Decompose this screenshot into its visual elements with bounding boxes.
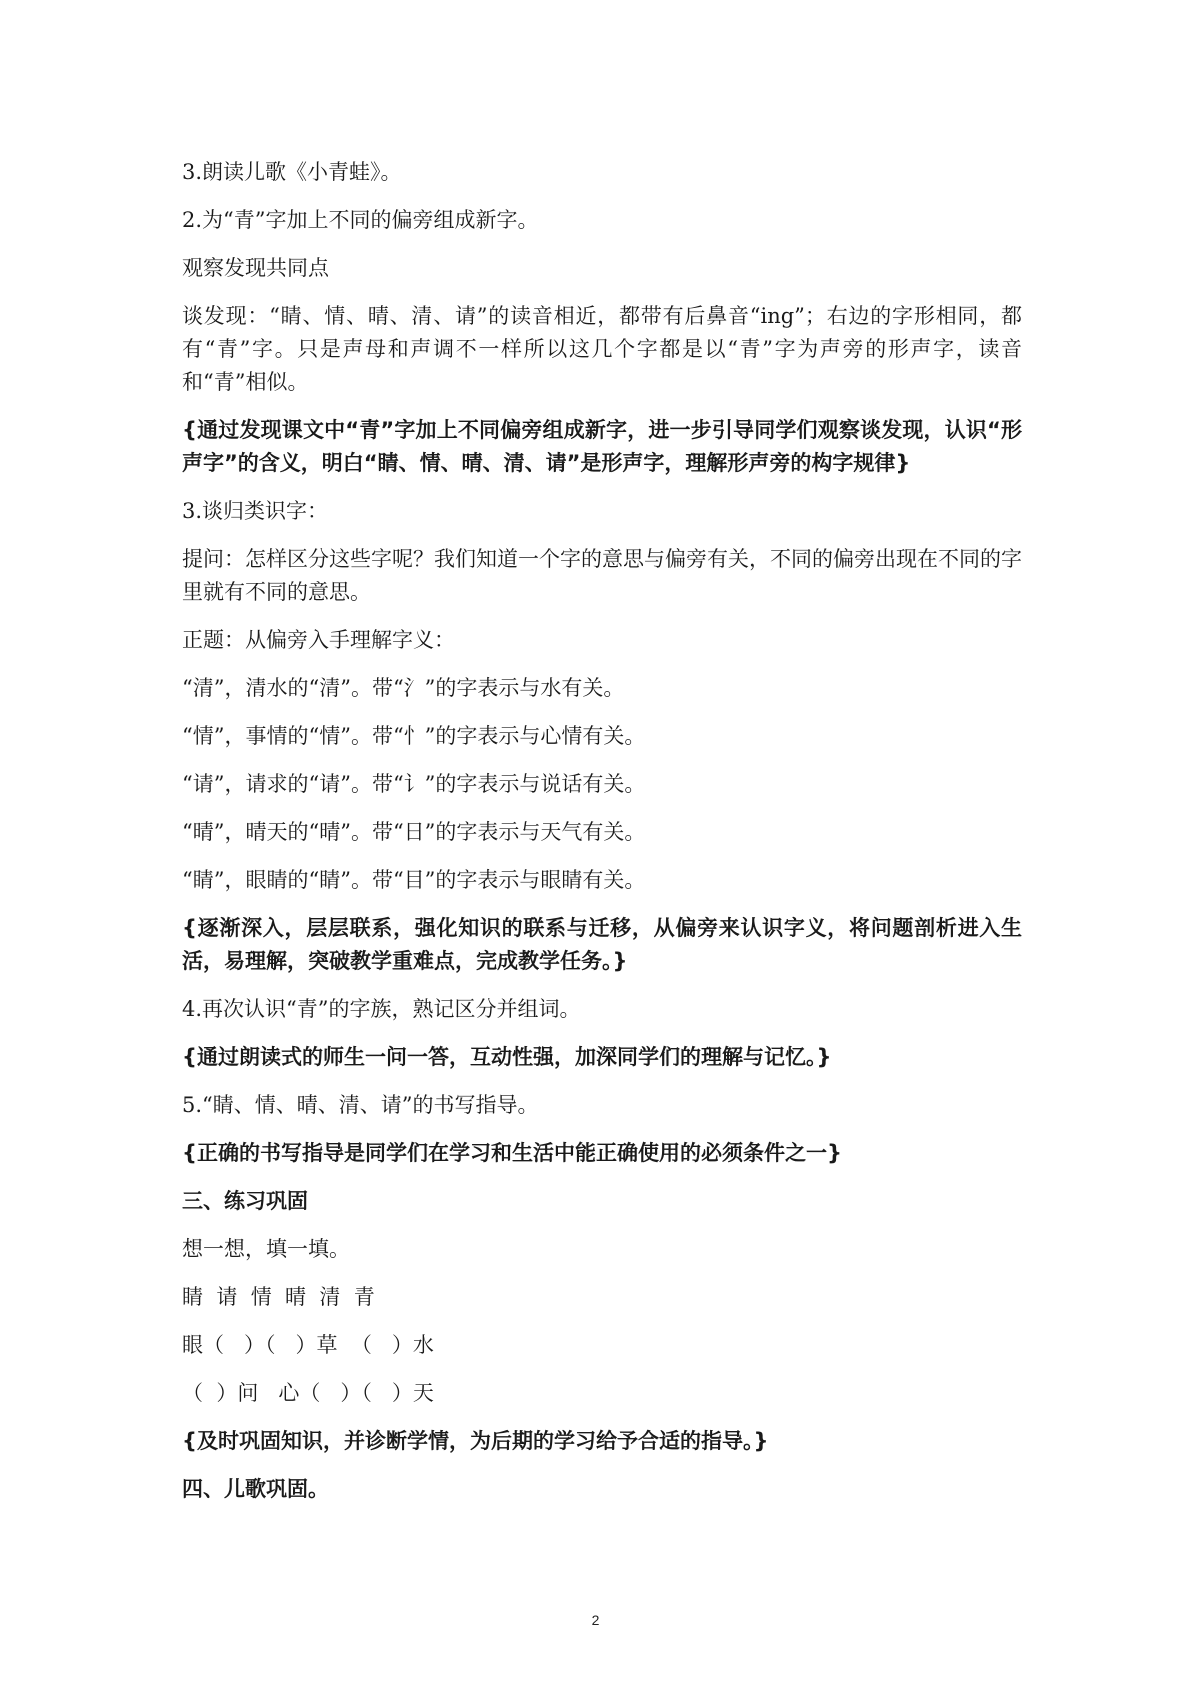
bold-paragraph: {通过发现课文中“青”字加上不同偏旁组成新字，进一步引导同学们观察谈发现，认识“形声字”的含义，明白“睛、情、晴、清、请”是形声字，理解形声旁的构字规律} (182, 418, 1022, 475)
bold-paragraph: 四、儿歌巩固。 (182, 1477, 329, 1501)
bold-paragraph: {通过朗读式的师生一问一答，互动性强，加深同学们的理解与记忆。} (182, 1045, 832, 1069)
paragraph: “情”，事情的“情”。带“忄”的字表示与心情有关。 (182, 724, 646, 748)
paragraph: “晴”，晴天的“晴”。带“日”的字表示与天气有关。 (182, 820, 646, 844)
paragraph: 观察发现共同点 (182, 256, 329, 280)
paragraph: 4.再次认识“青”的字族，熟记区分并组词。 (182, 997, 581, 1021)
bold-paragraph: {逐渐深入，层层联系，强化知识的联系与迁移，从偏旁来认识字义，将问题剖析进入生活，易理解，突破教学重难点，完成教学任务。} (182, 916, 1022, 973)
paragraph: “请”，请求的“请”。带“讠”的字表示与说话有关。 (182, 772, 646, 796)
paragraph: 眼（ ）（ ）草 （ ）水 (182, 1333, 434, 1357)
bold-paragraph: 三、练习巩固 (182, 1189, 308, 1213)
paragraph: 正题：从偏旁入手理解字义： (182, 628, 455, 652)
paragraph: 5.“睛、情、晴、清、请”的书写指导。 (182, 1093, 539, 1117)
page-number: 2 (591, 1612, 600, 1628)
bold-paragraph: {及时巩固知识，并诊断学情，为后期的学习给予合适的指导。} (182, 1429, 769, 1453)
bold-paragraph: {正确的书写指导是同学们在学习和生活中能正确使用的必须条件之一} (182, 1141, 842, 1165)
paragraph: 谈发现：“睛、情、晴、清、请”的读音相近，都带有后鼻音“ing”；右边的字形相同，都有“青”字。只是声母和声调不一样所以这几个字都是以“青”字为声旁的形声字，读音和“青”相似。 (182, 304, 1022, 394)
paragraph: 想一想，填一填。 (182, 1237, 350, 1261)
paragraph: 睛 请 情 晴 清 青 (182, 1285, 375, 1309)
paragraph: 3.谈归类识字： (182, 499, 329, 523)
paragraph: “睛”，眼睛的“睛”。带“目”的字表示与眼睛有关。 (182, 868, 646, 892)
document-body (182, 156, 1022, 1521)
paragraph: “清”，清水的“清”。带“氵”的字表示与水有关。 (182, 676, 625, 700)
paragraph: （ ）问 心（ ）（ ）天 (182, 1381, 434, 1405)
paragraph: 3.朗读儿歌《小青蛙》。 (182, 160, 402, 184)
paragraph: 提问：怎样区分这些字呢？我们知道一个字的意思与偏旁有关，不同的偏旁出现在不同的字里就有不同的意思。 (182, 547, 1022, 604)
paragraph: 2.为“青”字加上不同的偏旁组成新字。 (182, 208, 539, 232)
